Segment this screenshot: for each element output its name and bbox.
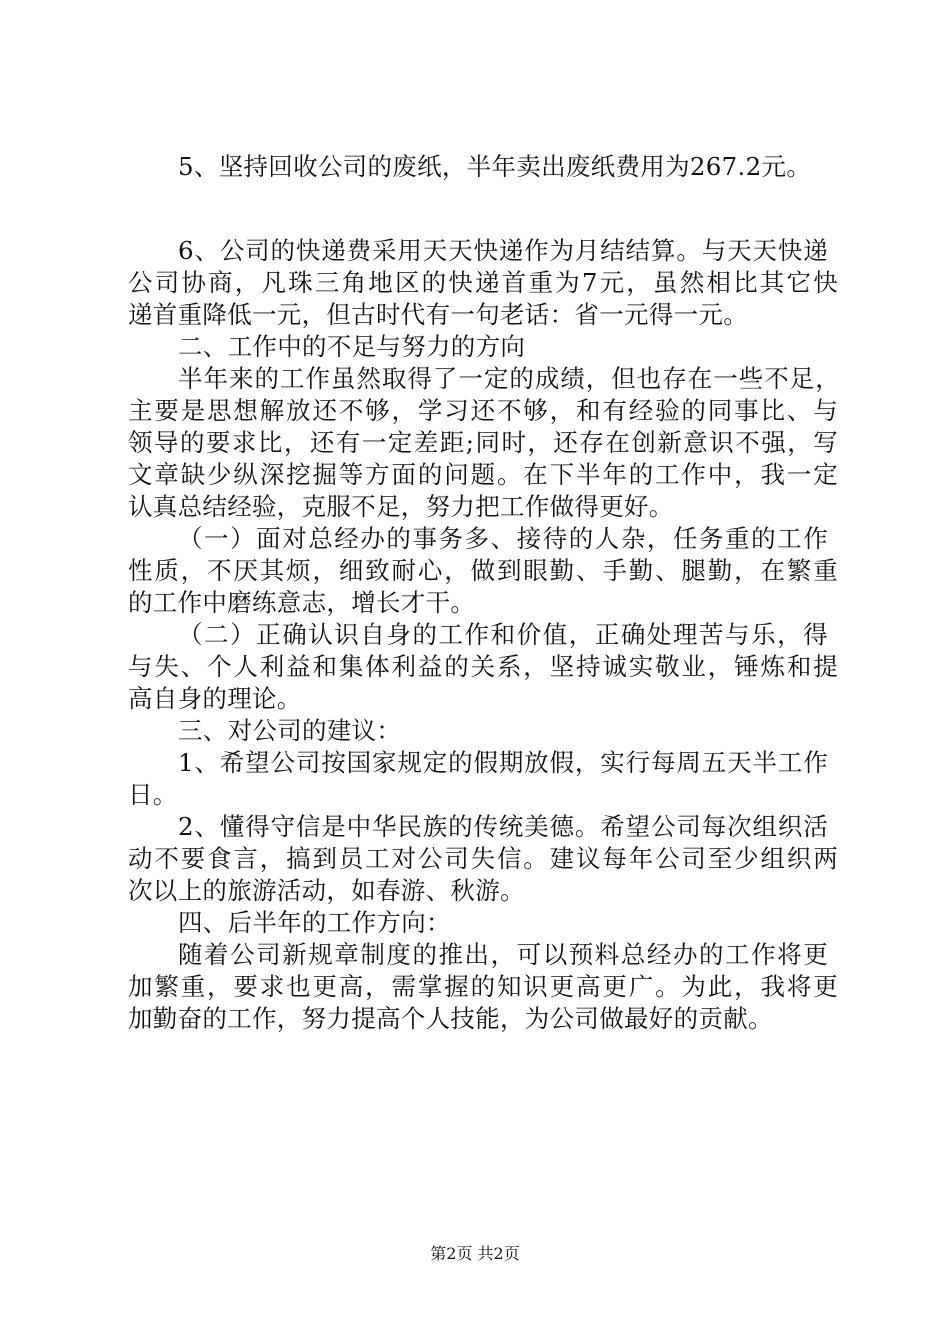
suggestion-2-line-1: 2、懂得守信是中华民族的传统美德。希望公司每次组织活 bbox=[178, 812, 828, 841]
suggestion-1-line-2: 日。 bbox=[128, 780, 178, 809]
item-1-line-3: 的工作中磨练意志，增长才干。 bbox=[128, 588, 476, 617]
shortfalls-line-3: 领导的要求比，还有一定差距;同时，还存在创新意识不强，写 bbox=[128, 428, 838, 457]
paragraph-6-line-1: 6、公司的快递费采用天天快递作为月结结算。与天天快递 bbox=[178, 236, 828, 265]
shortfalls-line-4: 文章缺少纵深挖掘等方面的问题。在下半年的工作中，我一定 bbox=[128, 460, 838, 489]
direction-line-3: 加勤奋的工作，努力提高个人技能，为公司做最好的贡献。 bbox=[128, 1004, 773, 1033]
shortfalls-line-1: 半年来的工作虽然取得了一定的成绩，但也存在一些不足， bbox=[178, 364, 840, 393]
suggestion-2-line-3: 次以上的旅游活动，如春游、秋游。 bbox=[128, 876, 525, 905]
section-2-heading: 二、工作中的不足与努力的方向 bbox=[178, 332, 526, 361]
shortfalls-line-2: 主要是思想解放还不够，学习还不够，和有经验的同事比、与 bbox=[128, 396, 838, 425]
direction-line-2: 加繁重，要求也更高，需掌握的知识更高更广。为此，我将更 bbox=[128, 972, 838, 1001]
section-4-heading: 四、后半年的工作方向： bbox=[178, 908, 451, 937]
page-number-footer: 第2页 共2页 bbox=[430, 1244, 520, 1263]
direction-line-1: 随着公司新规章制度的推出，可以预料总经办的工作将更 bbox=[178, 940, 828, 969]
shortfalls-line-5: 认真总结经验，克服不足，努力把工作做得更好。 bbox=[128, 492, 674, 521]
item-1-line-2: 性质，不厌其烦，细致耐心，做到眼勤、手勤、腿勤，在繁重 bbox=[128, 556, 838, 585]
paragraph-5-line-1: 5、坚持回收公司的废纸，半年卖出废纸费用为267.2元。 bbox=[178, 152, 812, 181]
section-3-heading: 三、对公司的建议： bbox=[178, 716, 402, 745]
item-2-line-2: 与失、个人利益和集体利益的关系，坚持诚实敬业，锤炼和提 bbox=[128, 652, 838, 681]
item-2-line-1: （二）正确认识自身的工作和价值，正确处理苦与乐，得 bbox=[178, 620, 828, 649]
suggestion-1-line-1: 1、希望公司按国家规定的假期放假，实行每周五天半工作 bbox=[178, 748, 828, 777]
suggestion-2-line-2: 动不要食言，搞到员工对公司失信。建议每年公司至少组织两 bbox=[128, 844, 838, 873]
item-1-line-1: （一）面对总经办的事务多、接待的人杂，任务重的工作 bbox=[178, 524, 828, 553]
paragraph-6-line-2: 公司协商，凡珠三角地区的快递首重为7元，虽然相比其它快 bbox=[128, 268, 838, 297]
paragraph-6-line-3: 递首重降低一元，但古时代有一句老话：省一元得一元。 bbox=[128, 300, 748, 329]
item-2-line-3: 高自身的理论。 bbox=[128, 684, 302, 713]
